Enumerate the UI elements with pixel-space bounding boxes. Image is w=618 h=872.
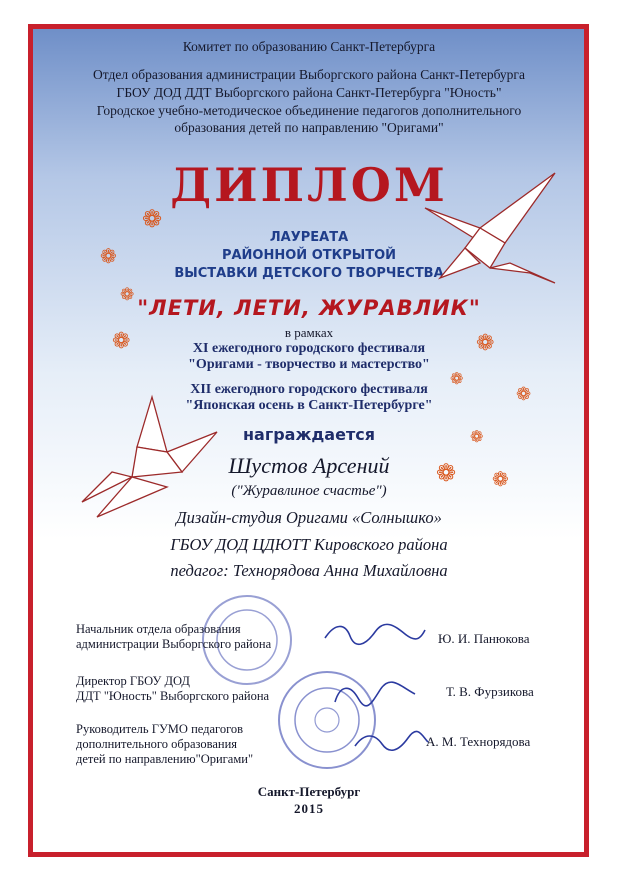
laureate-line-3: ВЫСТАВКИ ДЕТСКОГО ТВОРЧЕСТВА	[174, 266, 444, 281]
recipient-name: Шустов Арсений	[228, 453, 390, 478]
maple-leaf-icon: ❁	[516, 384, 532, 404]
crane-left-icon	[72, 392, 222, 522]
exhibition-name: "ЛЕТИ, ЛЕТИ, ЖУРАВЛИК"	[137, 296, 481, 320]
within-text: в рамках	[284, 325, 334, 340]
maple-leaf-icon: ❁	[100, 246, 117, 268]
maple-leaf-icon: ❁	[492, 469, 509, 491]
laureate-line-1: ЛАУРЕАТА	[269, 230, 349, 245]
crane-right-icon	[420, 168, 560, 288]
maple-leaf-icon: ❁	[120, 285, 135, 304]
awarded-label: награждается	[243, 425, 375, 444]
signature-icon	[330, 680, 420, 710]
signature-icon	[320, 618, 430, 648]
footer-city: Санкт-Петербург	[257, 784, 361, 799]
festival2-line-2: "Японская осень в Санкт-Петербурге"	[185, 398, 433, 413]
studio-name: Дизайн-студия Оригами «Солнышко»	[176, 508, 442, 527]
teacher-name: педагог: Технорядова Анна Михайловна	[170, 561, 448, 580]
maple-leaf-icon: ❁	[112, 328, 131, 353]
maple-leaf-icon: ❁	[470, 429, 484, 446]
signature-name-3: А. М. Технорядова	[426, 734, 531, 749]
school-name: ГБОУ ДОД ЦДЮТТ Кировского района	[170, 535, 448, 554]
laureate-line-2: РАЙОННОЙ ОТКРЫТОЙ	[221, 248, 397, 263]
maple-leaf-icon: ❁	[450, 371, 464, 388]
signature-name-2: Т. В. Фурзикова	[446, 684, 534, 699]
maple-leaf-icon: ❁	[436, 461, 457, 487]
diploma-title: ДИПЛОМ	[170, 158, 448, 212]
work-title: ("Журавлиное счастье")	[231, 483, 387, 499]
header-association-2: образования детей по направлению "Оригами"	[174, 120, 444, 135]
signature-title-3: Руководитель ГУМО педагогов дополнительного образования детей по направлению"Оригами"	[76, 722, 254, 766]
footer-year: 2015	[294, 801, 324, 816]
header-department: Отдел образования администрации Выборгского района Санкт-Петербурга	[93, 67, 525, 82]
festival1-line-1: XI ежегодного городского фестиваля	[192, 341, 426, 356]
header-association-1: Городское учебно-методическое объединение педагогов дополнительного	[96, 103, 522, 118]
signature-title-2: Директор ГБОУ ДОД ДДТ "Юность" Выборгского района	[76, 674, 270, 703]
festival2-line-1: XII ежегодного городского фестиваля	[190, 382, 428, 397]
signature-title-1: Начальник отдела образования администрации Выборгского района	[76, 622, 272, 651]
header-committee: Комитет по образованию Санкт-Петербурга	[182, 39, 436, 54]
header-school: ГБОУ ДОД ДДТ Выборгского района Санкт-Петербурга "Юность"	[116, 85, 502, 100]
festival1-line-2: "Оригами - творчество и мастерство"	[188, 357, 430, 372]
maple-leaf-icon: ❁	[142, 207, 163, 233]
signature-name-1: Ю. И. Панюкова	[438, 631, 530, 646]
signature-icon	[350, 728, 430, 758]
maple-leaf-icon: ❁	[476, 330, 495, 355]
